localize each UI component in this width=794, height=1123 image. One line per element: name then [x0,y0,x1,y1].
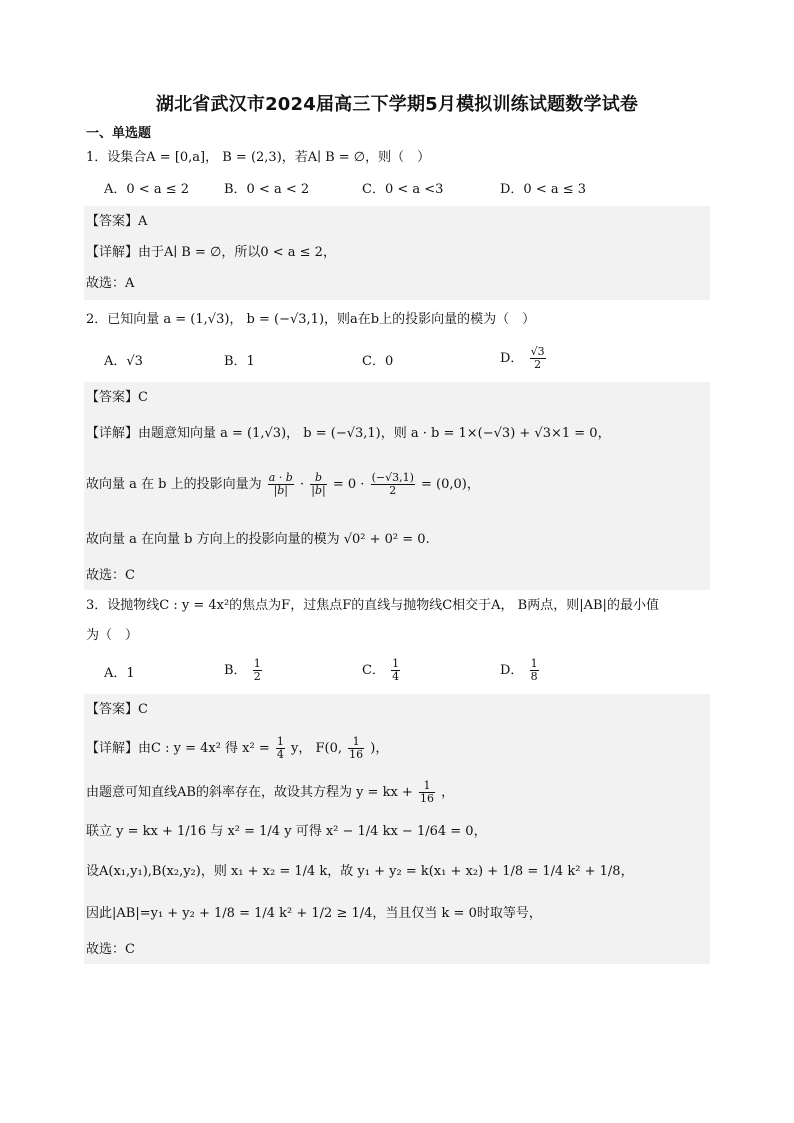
q2-detail-2-pre: 故向量 a 在 b 上的投影向量为 [86,477,262,492]
q2-frac-vec-den: 2 [389,484,397,497]
q3-detail-2-frac [419,780,435,805]
q3-detail-3: 联立 y = kx + 1/16 与 x² = 1/4 y 可得 x² − 1/4 kx − 1/64 = 0， [86,824,487,839]
q2-option-c: C．0 [362,354,394,369]
q2-answer: 【答案】C [86,390,148,405]
q3-stem-line-1: 3．设抛物线C : y = 4x²的焦点为F，过焦点F的直线与抛物线C相交于A， B两点，则|AB|的最小值 [86,598,659,613]
q1-option-b: B．0 < a < 2 [224,182,310,197]
q3-option-b-label: B． [224,663,247,678]
q3-detail-1-frac2-num: 1 [348,736,364,749]
q1-answer: 【答案】A [86,214,148,229]
q2-detail-2-post: = (0,0)， [421,477,480,492]
q3-option-b-den: 2 [253,670,261,683]
q2-frac-dot [268,472,294,497]
q3-option-d-label: D． [500,663,524,678]
page-title: 湖北省武汉市2024届高三下学期5月模拟训练试题数学试卷 [155,94,639,115]
q3-option-d-fraction [530,658,539,683]
q3-detail-2 [86,780,710,805]
q2-detail-1: 【详解】由题意知向量 a = (1,√3)， b = (−√3,1)，则 a · b = 1×(−√3) + √3×1 = 0， [86,426,611,441]
q3-detail-1-frac-num: 1 [276,735,284,748]
q3-option-d [500,658,541,683]
q3-detail-2-frac-num: 1 [419,780,435,793]
q2-frac-unit-num: b [310,472,326,485]
q1-stem: 1．设集合A = [0,a]， B = (2,3)，若A∣ B = ∅，则（ ） [86,150,431,165]
q3-option-b [224,658,264,683]
q3-detail-1-pre: 【详解】由C : y = 4x² 得 x² = [86,741,270,756]
q3-detail-2-pre: 由题意可知直线AB的斜率存在，故设其方程为 y = kx + [86,785,413,800]
q2-detail-2-mid: = 0 · [332,477,365,492]
q3-option-a: A．1 [104,666,135,681]
q3-option-b-num: 1 [253,657,261,670]
q3-detail-2-frac-den: 16 [419,792,434,805]
q2-option-b: B．1 [224,354,255,369]
q3-conclusion: 故选：C [86,942,135,957]
q3-detail-5: 因此|AB|=y₁ + y₂ + 1/8 = 1/4 k² + 1/2 ≥ 1/4，当且仅当 k = 0时取等号， [86,906,542,921]
q3-detail-1-post: )， [370,741,389,756]
q2-option-d-numerator: √3 [530,345,545,358]
q3-option-c-num: 1 [392,657,400,670]
q2-stem: 2．已知向量 a = (1,√3)， b = (−√3,1)，则a在b上的投影向量的模为（ ） [86,312,536,327]
q3-option-d-den: 8 [530,670,538,683]
q3-stem-line-2: 为（ ） [86,628,139,643]
q3-detail-1-frac-den: 4 [276,748,284,761]
q2-option-d-denominator: 2 [534,358,542,371]
q3-answer: 【答案】C [86,702,148,717]
q3-option-c-den: 4 [392,670,400,683]
q2-frac-vec [371,472,415,497]
q2-frac-dot-num: a · b [268,471,293,484]
q2-conclusion: 故选：C [86,568,135,583]
q3-option-c-label: C． [362,663,385,678]
q2-frac-unit [310,472,326,497]
q1-option-a: A．0 < a ≤ 2 [104,182,189,197]
q2-frac-unit-den: |b| [311,484,326,497]
section-heading: 一、单选题 [86,126,152,141]
q3-detail-1-frac [276,736,285,761]
q1-option-d: D．0 < a ≤ 3 [500,182,587,197]
q2-detail-3: 故向量 a 在向量 b 方向上的投影向量的模为 √0² + 0² = 0. [86,532,430,547]
q1-detail: 【详解】由于A∣ B = ∅，所以0 < a ≤ 2， [86,245,336,260]
q3-detail-1-frac2 [348,736,364,761]
q3-detail-4: 设A(x₁,y₁),B(x₂,y₂)，则 x₁ + x₂ = 1/4 k，故 y₁ + y₂ = k(x₁ + x₂) + 1/8 = 1/4 k² + 1/8， [86,864,634,879]
q2-option-a: A．√3 [104,354,143,369]
q2-frac-vec-num: (−√3,1) [371,471,414,484]
q2-frac-dot-den: |b| [273,484,289,497]
q1-option-c: C．0 < a <3 [362,182,444,197]
q3-option-d-num: 1 [530,657,538,670]
q3-option-b-fraction [253,658,262,683]
q3-detail-1 [86,736,710,761]
q2-detail-2: 故向量 a 在 b 上的投影向量为 $\frac{a \cdot b}{|b|}$ · $\frac{b}{|b|}$ = 0 · $\frac{(-√3,1)}{2}$ = (0,0)， [86,471,480,497]
q3-option-c-fraction [391,658,400,683]
q1-conclusion: 故选：A [86,276,135,291]
q2-option-d-label: D． [500,351,524,366]
q3-detail-2-post: ， [441,785,455,800]
q2-option-d [500,346,548,371]
q3-detail-1-frac2-den: 16 [349,748,364,761]
q3-detail-1-mid: y， F(0, [291,741,343,756]
q3-option-c [362,658,402,683]
q2-option-d-fraction [530,346,546,371]
